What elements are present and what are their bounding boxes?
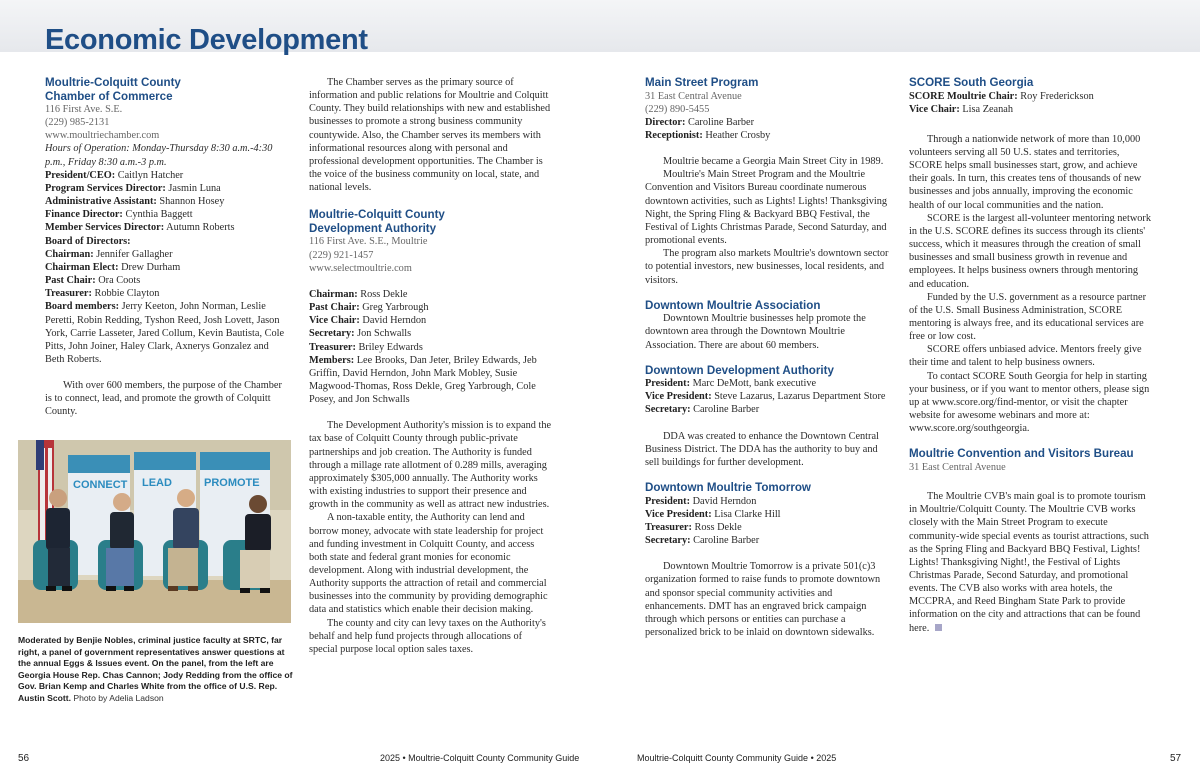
page-number-left: 56 bbox=[18, 753, 30, 764]
dda-officer bbox=[645, 403, 889, 416]
dmt-paragraph: Downtown Moultrie Tomorrow is a private 501(c)3 organization formed to raise funds to promote downtown and sponsor special community activities and enhancements. DMT has an engraved brick campaign through which persons or entities can purchase a personalized brick to be inlaid on downtown sidewalks. bbox=[645, 561, 881, 638]
dda-paragraph: DDA was created to enhance the Downtown Central Business District. The DDA has the authority to buy and sell buildings for further development. bbox=[645, 430, 879, 468]
end-mark-icon bbox=[935, 624, 942, 631]
officer-label: Chairman: bbox=[45, 248, 94, 260]
officer-value: Briley Edwards bbox=[355, 341, 423, 353]
authority-officer bbox=[309, 341, 553, 354]
mainstreet-paragraph-2: Moultrie's Main Street Program and the Moultrie Convention and Visitors Bureau coordinate numerous downtown activities, such as Lights! Lights! Thanksgiving Night, the Spring Fling & Backyard BBQ Festival, the Festival of Lights Christmas Parade, Second Saturday, and promotional events. bbox=[645, 169, 888, 247]
cvb-address: 31 East Central Avenue bbox=[909, 461, 1006, 473]
officer-value: Steve Lazarus, Lazarus Department Store bbox=[711, 391, 886, 403]
officer-label: President/CEO: bbox=[45, 169, 116, 181]
mainstreet-heading: Main Street Program bbox=[645, 76, 759, 89]
chamber-phone: (229) 985-2131 bbox=[45, 117, 110, 129]
officer-value: Lee Brooks, Dan Jeter, Briley Edwards, Jeb Griffin, David Herndon, John Mark Mobley, Susie Magwood-Thomas, Ross Dekle, Greg Yarbrough, Cole Posey, and Jon Schwalls bbox=[309, 354, 537, 406]
officer-label: Member Services Director: bbox=[45, 222, 165, 234]
mainstreet-paragraph-3: The program also markets Moultrie's downtown sector to potential investors, new businesses, local residents, and visitors. bbox=[645, 248, 889, 286]
officer-label: Treasurer: bbox=[645, 521, 692, 533]
page-number-right: 57 bbox=[1170, 753, 1182, 764]
chamber-purpose-paragraph: With over 600 members, the purpose of the Chamber is to connect, lead, and promote the growth of Colquitt County. bbox=[45, 380, 282, 418]
officer-value: Ross Dekle bbox=[691, 521, 742, 533]
mainstreet-address: 31 East Central Avenue bbox=[645, 90, 742, 102]
authority-heading-line1: Moultrie-Colquitt County bbox=[309, 208, 445, 222]
officer-label: Receptionist: bbox=[645, 129, 703, 141]
chamber-officer bbox=[45, 169, 290, 182]
chamber-officer bbox=[45, 274, 290, 287]
officer-value: David Herndon bbox=[359, 315, 427, 327]
mainstreet-phone: (229) 890-5455 bbox=[645, 103, 710, 115]
officer-label: Board members: bbox=[45, 301, 120, 313]
banner-promote: PROMOTE bbox=[204, 477, 260, 489]
officer-label: Program Services Director: bbox=[45, 182, 166, 194]
officer-label: Past Chair: bbox=[45, 275, 96, 287]
dmt-officer bbox=[645, 521, 889, 534]
officer-value: Shannon Hosey bbox=[156, 196, 225, 208]
officer-value: Roy Frederickson bbox=[1017, 90, 1094, 102]
officer-value: Robbie Clayton bbox=[91, 288, 160, 300]
officer-label: Vice President: bbox=[645, 508, 712, 520]
cvb-heading: Moultrie Convention and Visitors Bureau bbox=[909, 447, 1134, 461]
dda-officer bbox=[645, 377, 889, 390]
officer-label: Finance Director: bbox=[45, 209, 123, 221]
chamber-hours-text: Hours of Operation: Monday-Thursday 8:30 a.m.-4:30 p.m., Friday 8:30 a.m.-3 p.m. bbox=[45, 143, 273, 168]
footer-right-text: Moultrie-Colquitt County Community Guide • 2025 bbox=[637, 753, 837, 763]
authority-heading-line2: Development Authority bbox=[309, 221, 437, 235]
score-officer bbox=[909, 90, 1152, 103]
cvb-paragraph bbox=[909, 490, 1152, 635]
officer-value: Caroline Barber bbox=[690, 404, 760, 416]
caption-text: Moderated by Benjie Nobles, criminal justice faculty at SRTC, far right, a panel of government representatives answer questions at the annual Eggs & Issues event. On the panel, from the left are Georgia House Rep. Chas Cannon; Jody Redding from the office of Gov. Brian Kemp and Charles White from the office of U.S. Rep. Austin Scott. bbox=[18, 635, 293, 703]
officer-label: Chairman: bbox=[309, 288, 358, 300]
column-1 bbox=[45, 76, 290, 419]
chamber-officer bbox=[45, 287, 290, 300]
officer-label: Board of Directors: bbox=[45, 235, 131, 247]
chamber-heading-line1: Moultrie-Colquitt County bbox=[45, 76, 181, 89]
officer-value: Ora Coots bbox=[95, 275, 141, 287]
score-paragraph-1: Through a nationwide network of more than 10,000 volunteers serving all 50 U.S. states and territories, SCORE helps small businesses start, grow, and achieve their goals. In turn, this creates tens of thousands of new businesses and jobs annually, improving the economic health of our local communities and the nation. bbox=[909, 133, 1142, 211]
page-title: Economic Development bbox=[45, 24, 368, 56]
officer-label: SCORE Moultrie Chair: bbox=[909, 90, 1018, 102]
officer-value: Caroline Barber bbox=[685, 116, 755, 128]
chamber-website[interactable]: www.moultriechamber.com bbox=[45, 130, 160, 142]
dmt-heading: Downtown Moultrie Tomorrow bbox=[645, 481, 811, 495]
chamber-address: 116 First Ave. S.E. bbox=[45, 104, 123, 115]
officer-label: Administrative Assistant: bbox=[45, 196, 157, 208]
authority-paragraph-2: A non-taxable entity, the Authority can lend and borrow money, advocate with state leadership for project and funding investment in Colquitt County, and access both state and federal grant monies for economic development. Along with industrial development, the Authority supports the attraction of retail and commercial businesses into the community by providing demographic data and statistics which enable their decision making. bbox=[309, 512, 548, 616]
officer-label: Secretary: bbox=[309, 328, 355, 340]
authority-website[interactable]: www.selectmoultrie.com bbox=[309, 262, 412, 274]
dda-heading: Downtown Development Authority bbox=[645, 363, 834, 377]
dmt-officer bbox=[645, 534, 889, 547]
authority-officer bbox=[309, 314, 553, 327]
chamber-officer bbox=[45, 261, 290, 274]
officer-value: Marc DeMott, bank executive bbox=[690, 378, 817, 390]
dmt-officer bbox=[645, 508, 889, 521]
authority-officer bbox=[309, 288, 553, 301]
officer-value: Jerry Keeton, John Norman, Leslie Peretti, Robin Redding, Tyshon Reed, Josh Lovett, Jason York, Carrie Lasseter, Jared Collum, Kevin Bautista, Cole Pitts, John Joiner, Haley Clark, Axnerys Gonzalez and Beth Roberts. bbox=[45, 301, 285, 365]
officer-label: Chairman Elect: bbox=[45, 261, 119, 273]
authority-members bbox=[309, 354, 553, 407]
officer-label: Members: bbox=[309, 354, 355, 366]
chamber-officer bbox=[45, 195, 290, 208]
mainstreet-paragraph-1: Moultrie became a Georgia Main Street City in 1989. bbox=[663, 156, 884, 168]
officer-value: Caitlyn Hatcher bbox=[115, 169, 184, 181]
officer-value: Caroline Barber bbox=[690, 535, 760, 547]
score-paragraph-3: Funded by the U.S. government as a resource partner of the U.S. Small Business Administration, SCORE mentoring is always free, and its educational services are free or low cost. bbox=[909, 291, 1147, 343]
chamber-officer bbox=[45, 235, 290, 248]
officer-value: Cynthia Baggett bbox=[122, 209, 193, 221]
score-heading: SCORE South Georgia bbox=[909, 76, 1034, 89]
score-paragraph-2: SCORE is the largest all-volunteer mentoring network in the U.S. SCORE defines its success through its clients' success, which it measures through the creation of small businesses and small business growth in revenue and employees. It helps business owners through mentoring and education. bbox=[909, 212, 1152, 290]
officer-value: Heather Crosby bbox=[702, 129, 771, 141]
officer-label: Secretary: bbox=[645, 404, 691, 416]
cvb-paragraph-text: The Moultrie CVB's main goal is to promote tourism in Moultrie/Colquitt County. The Moultrie CVB works closely with the Main Street Program to execute community-wide special events as tourist attractions, such as the Spring Fling and Backyard BBQ Festival, Lights! Lights! Thanksgiving Night!, the Festival of Lights Christmas Parade, Second Saturday, and promotional events. The CVB also works with area hotels, the MCCPRA, and Reed Bingham State Park to provide information on the city and attractions that can be found here. bbox=[909, 491, 1149, 634]
photo-credit: Photo by Adelia Ladson bbox=[73, 692, 164, 703]
officer-value: Lisa Zeanah bbox=[959, 103, 1013, 115]
chamber-officer bbox=[45, 221, 290, 234]
score-paragraph-4: SCORE offers unbiased advice. Mentors freely give their time and talent to help business owners. bbox=[909, 344, 1142, 369]
mainstreet-officer bbox=[645, 116, 889, 129]
officer-label: Secretary: bbox=[645, 535, 691, 547]
authority-phone: (229) 921-1457 bbox=[309, 249, 374, 261]
dma-heading: Downtown Moultrie Association bbox=[645, 298, 821, 312]
authority-heading bbox=[309, 208, 553, 235]
officer-value: Jasmin Luna bbox=[165, 182, 221, 194]
chamber-heading-line2: Chamber of Commerce bbox=[45, 89, 173, 103]
officer-label: Treasurer: bbox=[45, 288, 92, 300]
officer-label: Vice Chair: bbox=[309, 315, 360, 327]
officer-value: Drew Durham bbox=[118, 261, 181, 273]
officer-label: Vice President: bbox=[645, 391, 712, 403]
column-2 bbox=[309, 76, 553, 656]
officer-value: Jennifer Gallagher bbox=[93, 248, 173, 260]
banner-connect: CONNECT bbox=[73, 479, 128, 491]
dmt-officer bbox=[645, 495, 889, 508]
authority-officer bbox=[309, 327, 553, 340]
photo-caption bbox=[18, 635, 293, 705]
chamber-heading bbox=[45, 76, 290, 103]
banner-lead: LEAD bbox=[142, 477, 172, 489]
mainstreet-officer bbox=[645, 129, 889, 142]
officer-label: Director: bbox=[645, 116, 686, 128]
officer-label: Vice Chair: bbox=[909, 103, 960, 115]
authority-paragraph-3: The county and city can levy taxes on the Authority's behalf and help fund projects through allocations of special purpose local option sales taxes. bbox=[309, 617, 546, 655]
dma-paragraph: Downtown Moultrie businesses help promote the downtown area through the Downtown Moultrie Association. There are about 60 members. bbox=[645, 313, 866, 351]
officer-value: Ross Dekle bbox=[357, 288, 408, 300]
chamber-officer bbox=[45, 208, 290, 221]
chamber-description-paragraph: The Chamber serves as the primary source of information and public relations for Moultrie and Colquitt County. They build relationships with new and established businesses to promote a strong business community countywide. Also, the Chamber serves its members with informational resources along with personal and professional development opportunities. The Chamber is the voice of the business community on local, state, and national levels. bbox=[309, 77, 551, 194]
eggs-issues-photo bbox=[18, 440, 291, 623]
officer-label: Past Chair: bbox=[309, 302, 360, 314]
chamber-hours bbox=[45, 142, 290, 168]
footer-left-text: 2025 • Moultrie-Colquitt County Community Guide bbox=[380, 753, 580, 763]
authority-address: 116 First Ave. S.E., Moultrie bbox=[309, 236, 428, 248]
officer-label: President: bbox=[645, 495, 690, 507]
officer-value: Autumn Roberts bbox=[164, 222, 235, 234]
authority-paragraph-1: The Development Authority's mission is to expand the tax base of Colquitt County through public-private partnerships and job creation. The Authority is funded through a millage rate allotment of 0.289 mills, averaging approximately $305,000 annually. The Authority works with existing industries to support their presence and growth in the community as well as attract new industries. bbox=[309, 420, 552, 511]
officer-value: Greg Yarbrough bbox=[359, 302, 429, 314]
column-3 bbox=[645, 76, 889, 639]
officer-value: David Herndon bbox=[690, 495, 757, 507]
column-4 bbox=[909, 76, 1152, 635]
chamber-officer bbox=[45, 182, 290, 195]
chamber-officer bbox=[45, 248, 290, 261]
officer-label: President: bbox=[645, 378, 690, 390]
officer-value: Lisa Clarke Hill bbox=[711, 508, 781, 520]
authority-officer bbox=[309, 301, 553, 314]
score-paragraph-5: To contact SCORE South Georgia for help in starting your business, or if you want to mentor others, please sign up at www.score.org/find-mentor, or visit the chapter website for awesome webinars and more at: www.score.org/southgeorgia. bbox=[909, 370, 1150, 435]
officer-label: Treasurer: bbox=[309, 341, 356, 353]
chamber-board-members bbox=[45, 300, 290, 366]
score-officer bbox=[909, 103, 1152, 116]
dda-officer bbox=[645, 390, 889, 403]
officer-value: Jon Schwalls bbox=[354, 328, 412, 340]
